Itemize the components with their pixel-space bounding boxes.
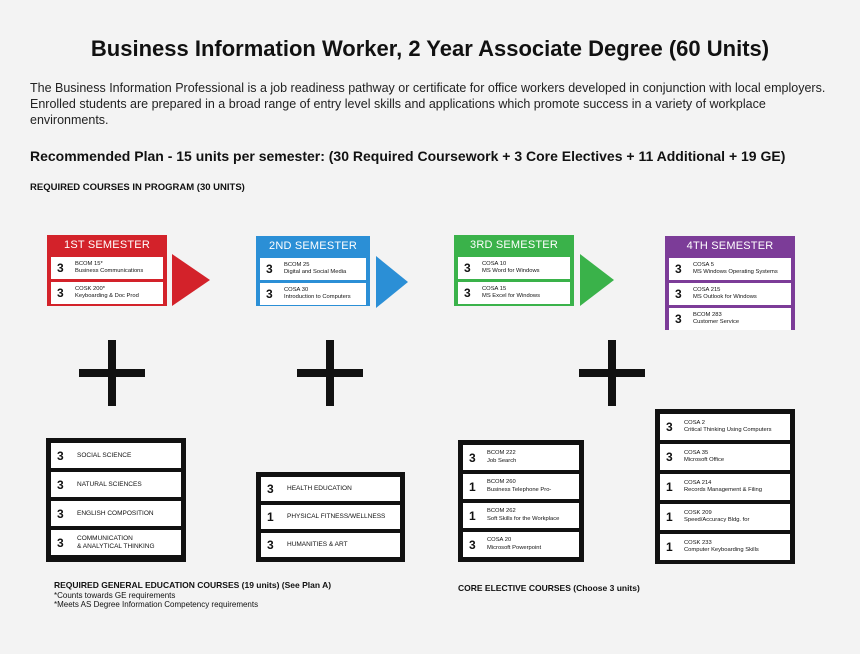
- semester-2-box: [256, 236, 370, 306]
- course-text: [483, 479, 551, 494]
- arrow-right-icon: [376, 256, 408, 308]
- course-units: 3: [57, 506, 64, 521]
- course-units: 3: [57, 261, 64, 275]
- arrow-right-icon: [580, 254, 614, 306]
- course-units: 3: [57, 477, 64, 492]
- course-text: [680, 510, 749, 525]
- course-units: 3: [666, 420, 673, 434]
- course-name: Records Management & Filing: [684, 487, 762, 493]
- course-units: 3: [57, 448, 64, 463]
- course-name: Microsoft Powerpoint: [487, 544, 542, 551]
- course-units: 3: [469, 537, 476, 552]
- course-units: 3: [464, 286, 471, 300]
- course-name: Speed/Accuracy Bldg. for: [684, 517, 750, 523]
- course-name: Soft Skills for the Workplace: [487, 515, 560, 522]
- course-code: BCOM 283: [693, 312, 722, 318]
- ge-caption: [54, 581, 331, 610]
- semester-1-label: 1ST SEMESTER: [64, 239, 150, 251]
- ge-caption-note: *Meets AS Degree Information Competency requirements: [54, 600, 259, 609]
- course-name: Customer Service: [693, 319, 740, 325]
- course-name: Microsoft Office: [684, 457, 725, 463]
- required-courses-heading: REQUIRED COURSES IN PROGRAM (30 UNITS): [30, 182, 245, 193]
- course-code: BCOM 260: [487, 479, 516, 485]
- course-name: Keyboarding & Doc Prod: [75, 293, 139, 299]
- course-item: [669, 308, 791, 330]
- list-item: [50, 471, 182, 498]
- course-text: [689, 312, 739, 326]
- course-item: [669, 283, 791, 305]
- list-item: [50, 529, 182, 556]
- list-item: [260, 504, 401, 530]
- semester-4-box: [665, 236, 795, 330]
- course-units: 1: [267, 510, 274, 524]
- course-code: COSK 233: [684, 539, 712, 546]
- list-item: [659, 503, 791, 531]
- course-code: COSK 200*: [75, 286, 105, 292]
- list-item: [462, 473, 580, 500]
- course-name: ENGLISH COMPOSITION: [77, 509, 154, 517]
- list-item: [462, 502, 580, 529]
- course-name: Business Telephone Pro-: [487, 486, 552, 493]
- course-item: [458, 257, 570, 279]
- plus-icon: [79, 340, 145, 406]
- course-code: BCOM 222: [487, 450, 516, 456]
- course-units: 3: [57, 286, 64, 300]
- arrow-right-icon: [172, 254, 210, 306]
- course-text: [680, 480, 762, 495]
- course-name: NATURAL SCIENCES: [77, 480, 142, 488]
- course-units: 3: [267, 538, 274, 552]
- list-item: [462, 444, 580, 471]
- ge-caption-title: REQUIRED GENERAL EDUCATION COURSES (19 units) (See Plan A): [54, 580, 332, 590]
- course-item: [260, 258, 366, 280]
- course-units: 3: [464, 261, 471, 275]
- course-units: 3: [675, 312, 682, 326]
- core-electives-box-a: [458, 440, 584, 562]
- list-item: [659, 413, 791, 441]
- course-code: COSA 20: [487, 537, 512, 543]
- course-code: BCOM 25: [284, 262, 310, 268]
- course-item: [51, 282, 163, 304]
- core-elective-caption: CORE ELECTIVE COURSES (Choose 3 units): [458, 583, 640, 593]
- course-text: [483, 508, 559, 523]
- course-code: COSA 10: [482, 261, 507, 267]
- intro-paragraph: The Business Information Professional is a job readiness pathway or certificate for office workers developed in conjunction with local employers. Enrolled students are prepared in a broad range of entry level skills and applications which promote success in a variety of workplace environments.: [30, 81, 826, 127]
- course-name: Computer Keyboarding Skills: [684, 547, 759, 553]
- course-text: [483, 537, 541, 552]
- plus-icon: [297, 340, 363, 406]
- course-name: Introduction to Computers: [284, 294, 351, 300]
- course-name: MS Excel for Windows: [482, 293, 540, 299]
- page-title: Business Information Worker, 2 Year Associate Degree (60 Units): [90, 36, 770, 61]
- course-name: SOCIAL SCIENCE: [77, 451, 132, 459]
- course-units: 3: [675, 287, 682, 301]
- list-item: [659, 533, 791, 561]
- ge-courses-box: [46, 438, 186, 562]
- course-units: 1: [666, 480, 673, 494]
- course-item: [260, 283, 366, 305]
- course-units: 1: [666, 510, 673, 524]
- course-name: MS Word for Windows: [482, 268, 540, 274]
- course-units: 1: [666, 540, 673, 554]
- course-code: COSA 15: [482, 286, 507, 292]
- course-text: [680, 420, 772, 435]
- course-units: 3: [267, 482, 274, 496]
- course-item: [51, 257, 163, 279]
- course-name: HUMANITIES & ART: [287, 541, 348, 548]
- course-name: MS Outlook for Windows: [693, 294, 757, 300]
- course-name: MS Windows Operating Systems: [693, 269, 778, 275]
- course-units: 1: [469, 479, 476, 494]
- course-text: [680, 540, 759, 555]
- course-code: COSA 214: [684, 479, 712, 486]
- course-name: Job Search: [487, 457, 517, 464]
- list-item: [659, 443, 791, 471]
- course-text: [689, 287, 757, 301]
- list-item: [50, 442, 182, 469]
- course-units: 3: [666, 450, 673, 464]
- course-code: COSA 5: [693, 262, 714, 268]
- course-code: COSK 209: [684, 509, 712, 516]
- list-item: [50, 500, 182, 527]
- semester-3-box: [454, 235, 574, 306]
- course-name: Digital and Social Media: [284, 269, 347, 275]
- course-units: 3: [266, 262, 273, 276]
- course-item: [669, 258, 791, 280]
- course-name: PHYSICAL FITNESS/WELLNESS: [287, 513, 386, 520]
- semester-3-label: 3RD SEMESTER: [470, 239, 558, 251]
- course-units: 3: [675, 262, 682, 276]
- plus-icon: [579, 340, 645, 406]
- course-name: HEALTH EDUCATION: [287, 485, 352, 492]
- course-name: COMMUNICATION & ANALYTICAL THINKING: [77, 534, 155, 550]
- ge-caption-note: *Counts towards GE requirements: [54, 590, 176, 600]
- course-text: [478, 261, 540, 275]
- course-code: BCOM 262: [487, 508, 516, 514]
- course-text: [478, 286, 540, 300]
- course-text: [689, 262, 778, 276]
- course-text: [483, 450, 516, 465]
- course-units: 1: [469, 508, 476, 523]
- course-units: 3: [266, 287, 273, 301]
- course-units: 3: [469, 450, 476, 465]
- list-item: [659, 473, 791, 501]
- list-item: [260, 532, 401, 558]
- course-code: COSA 30: [284, 287, 309, 293]
- list-item: [260, 476, 401, 502]
- course-units: 3: [57, 535, 64, 550]
- course-name: Business Communications: [75, 268, 144, 274]
- course-text: [280, 287, 351, 301]
- semester-1-box: [47, 235, 167, 306]
- course-text: [280, 262, 346, 276]
- list-item: [462, 531, 580, 558]
- course-name: Critical Thinking Using Computers: [684, 427, 772, 433]
- course-code: COSA 215: [693, 287, 721, 293]
- course-code: COSA 35: [684, 449, 709, 456]
- course-text: [71, 286, 139, 300]
- course-code: BCOM 15*: [75, 261, 103, 267]
- core-electives-box-b: [655, 409, 795, 564]
- course-text: [680, 450, 724, 465]
- course-item: [458, 282, 570, 304]
- semester-2-label: 2ND SEMESTER: [269, 240, 357, 252]
- course-code: COSA 2: [684, 419, 705, 426]
- course-text: [71, 261, 143, 275]
- recommended-plan: Recommended Plan - 15 units per semester: (30 Required Coursework + 3 Core Electives + 11 Additional + 19 GE): [30, 148, 786, 164]
- additional-courses-box: [256, 472, 405, 562]
- semester-4-label: 4TH SEMESTER: [686, 240, 774, 252]
